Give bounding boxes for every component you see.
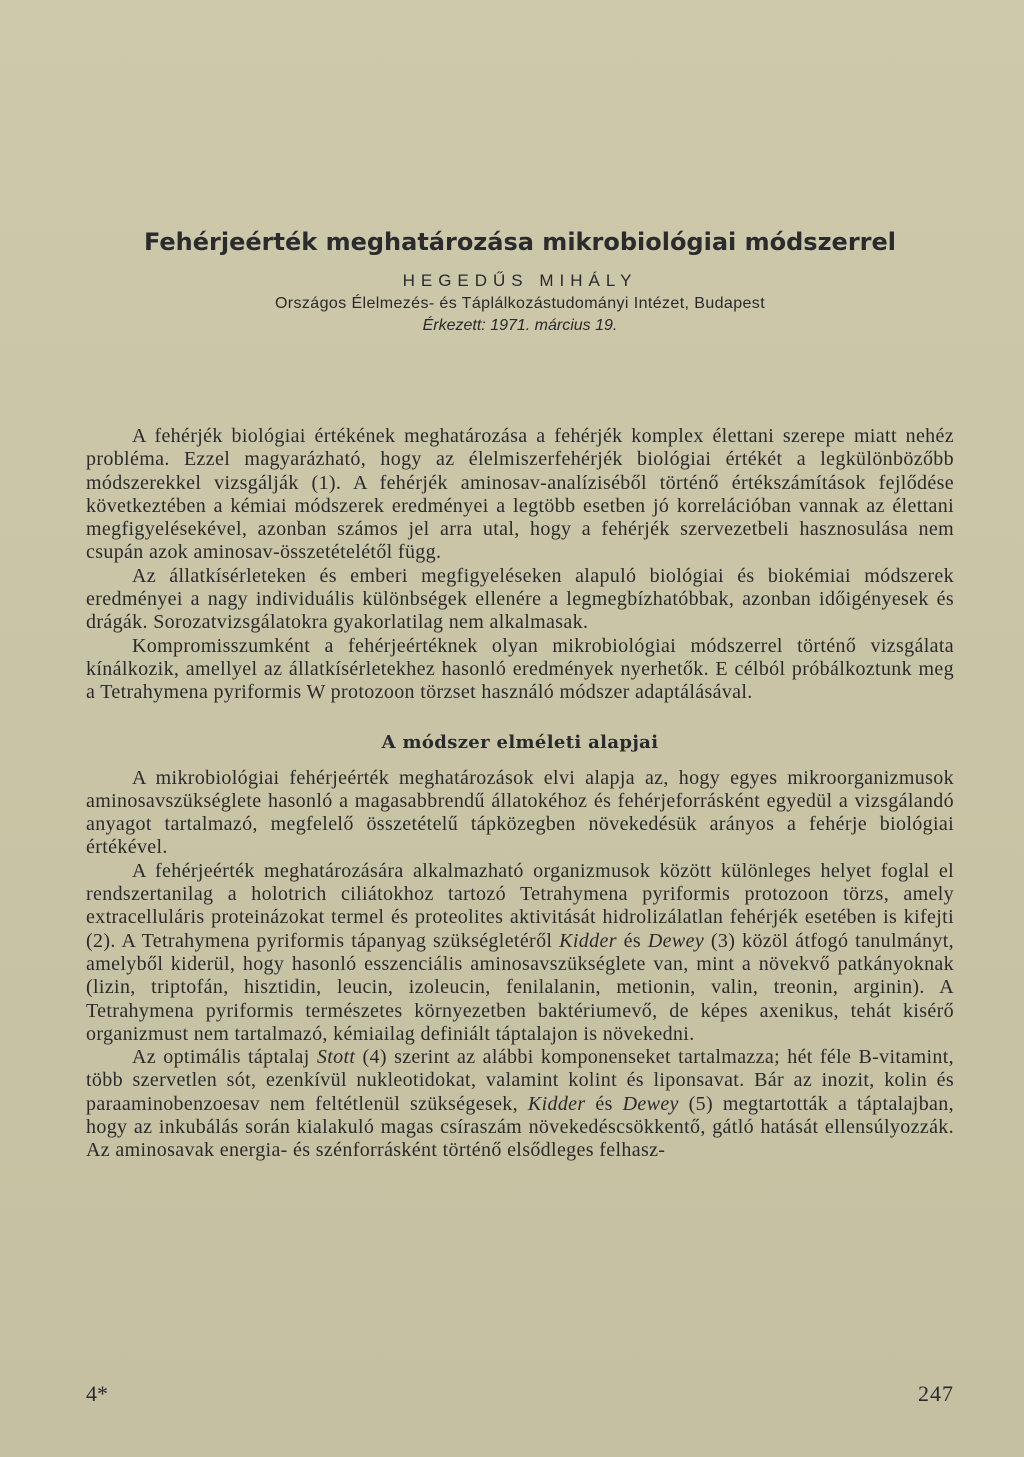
author-citation: Kidder bbox=[559, 929, 617, 952]
text-run: (4) szerint az alábbi komponenseket tartalmazza; hét féle B-vitamint, több szervetlen sót, ezenkívül nukleotidokat, valamint kolint és liponsavat. Bár az inozit, kolin és paraaminobenzoesav nem feltétlenül szükségesek, bbox=[86, 1046, 954, 1115]
text-run: (3) közöl átfogó tanulmányt, amelyből kiderül, hogy hasonló esszenciális aminosavszükséglete van, mint a növekvő patkányoknak (lizin, triptofán, hisztidin, leucin, izoleucin, fenilalanin, metionin, valin, treonin, arginin). A Tetrahymena pyriformis természetes környezetben baktériumevő, de képes axenikus, tehát kisérő organizmust nem tartalmazó, kémiailag definiált táptalajon is növekedni. bbox=[86, 929, 954, 1045]
section-paragraph-1: A mikrobiológiai fehérjeérték meghatározások elvi alapja az, hogy egyes mikroorganizmusok aminosavszükséglete hasonló a magasabbrendű állatokéhoz és fehérjeforrásként egyedül a vizsgálandó anyagot tartalmazó, megfelelő összetételű tápközegben növekedésük arányos a fehérje biológiai értékével. bbox=[86, 766, 954, 859]
text-run: és bbox=[616, 929, 648, 952]
author-citation: Dewey bbox=[647, 929, 705, 952]
text-run: (5) megtartották a táptalajban, hogy az inkubálás során kialakuló magas csíraszám növekedéscsökkentő, gátló hatását ellensúlyozzák. Az aminosavak energia- és szénforrásként történő elsődleges felhasz- bbox=[86, 1092, 954, 1162]
author-name: HEGEDŰS MIHÁLY bbox=[402, 271, 638, 290]
intro-paragraph-2: Az állatkísérleteken és emberi megfigyeléseken alapuló biológiai és biokémiai módszerek eredményei a nagy individuális különbségek ellenére a legmegbízhatóbbak, azonban időigényesek és drágák. Sorozatvizsgálatokra gyakorlatilag nem alkalmasak. bbox=[86, 564, 954, 634]
author-citation: Stott bbox=[316, 1046, 356, 1069]
section-heading: A módszer elméleti alapjai bbox=[381, 731, 659, 753]
page-number: 247 bbox=[918, 1381, 954, 1406]
signature-mark: 4* bbox=[86, 1381, 108, 1406]
intro-paragraph-3: Kompromisszumként a fehérjeértéknek olyan mikrobiológiai módszerrel történő vizsgálata kínálkozik, amellyel az állatkísérletekhez hasonló eredmények nyerhetők. E célból próbálkoztunk meg a Tetrahymena pyriformis W protozoon törzset használó módszer adaptálásával. bbox=[86, 634, 954, 704]
author-affiliation: Országos Élelmezés- és Táplálkozástudományi Intézet, Budapest bbox=[274, 295, 766, 312]
section-paragraph-3 bbox=[86, 1046, 954, 1162]
text-run: és bbox=[585, 1092, 623, 1115]
article-title: Fehérjeérték meghatározása mikrobiológiai módszerrel bbox=[143, 228, 896, 256]
article bbox=[86, 226, 954, 1163]
article-body bbox=[86, 425, 954, 1163]
intro-paragraph-1: A fehérjék biológiai értékének meghatározása a fehérjék komplex élettani szerepe miatt nehéz probléma. Ezzel magyarázható, hogy az élelmiszerfehérjék biológiai értékét a legkülönbözőbb módszerekkel vizsgálják (1). A fehérjék aminosav-analíziséből történő értékszámítások fejlődése következtében a kémiai módszerek eredményei a legtöbb esetben jó korrelációban vannak az élettani megfigyelésekével, azonban számos jel arra utal, hogy a fehérjék szervezetbeli hasznosulása nem csupán azok aminosav-összetételétől függ. bbox=[86, 425, 954, 564]
text-run: Az optimális táptalaj bbox=[132, 1046, 317, 1069]
section-paragraph-2 bbox=[86, 860, 954, 1046]
author-citation: Kidder bbox=[527, 1092, 586, 1115]
text-run: A fehérjeérték meghatározására alkalmazható organizmusok között különleges helyet foglal el rendszertanilag a holotrich ciliátokhoz tartozó Tetrahymena pyriformis protozoon törzs, amely extracelluláris proteinázokat termel és proteolites aktivitását hidrolizálatlan fehérjék esetében is kifejti (2). A Tetrahymena pyriformis tápanyag szükségletéről bbox=[86, 859, 954, 952]
author-citation: Dewey bbox=[622, 1092, 679, 1115]
received-date: Érkezett: 1971. március 19. bbox=[422, 317, 618, 334]
